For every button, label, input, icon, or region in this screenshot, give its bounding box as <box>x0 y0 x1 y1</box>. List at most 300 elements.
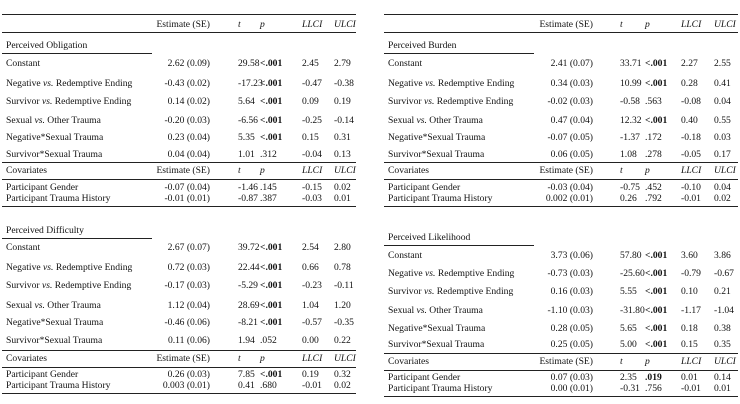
table-row <box>2 336 356 348</box>
p-cell: .019 <box>645 372 662 383</box>
table-row <box>2 301 356 313</box>
row-label <box>388 287 513 297</box>
table-row <box>2 116 356 128</box>
column-header-row <box>2 20 356 32</box>
llci-cell: 3.60 <box>681 250 698 261</box>
row-label-part: Other Trauma <box>426 115 483 126</box>
p-cell: <.001 <box>260 369 283 380</box>
estimate-cell: 1.12 (0.04) <box>167 300 210 311</box>
table-rule <box>384 206 738 207</box>
row-label-part: Constant <box>6 58 41 69</box>
section-title-text: Perceived Obligation <box>6 40 88 51</box>
estimate-cell: -0.07 (0.04) <box>164 182 210 193</box>
t-cell: 28.69 <box>238 300 260 311</box>
section-title-text: Perceived Likelihood <box>388 232 471 243</box>
estimate-cell: 0.14 (0.02) <box>167 96 210 107</box>
covariate-row <box>384 384 738 396</box>
row-label-part: Participant Trauma History <box>388 193 493 204</box>
covariate-row <box>2 194 356 206</box>
row-label <box>388 340 484 350</box>
t-cell: -5.29 <box>238 280 258 291</box>
llci-cell: 0.15 <box>302 132 319 143</box>
estimate-cell: 0.06 (0.05) <box>550 149 593 160</box>
p-cell: <.001 <box>260 280 283 291</box>
table-rule <box>384 179 738 180</box>
ulci-cell: 3.86 <box>714 250 731 261</box>
row-label-part: vs. <box>43 78 54 89</box>
llci-cell: -0.01 <box>302 380 322 391</box>
table-row <box>2 281 356 293</box>
row-label <box>388 194 492 204</box>
estimate-cell: -0.02 (0.03) <box>547 96 593 107</box>
header-llci: LLCI <box>681 356 702 367</box>
llci-cell: 2.45 <box>302 58 319 69</box>
row-label <box>388 150 484 160</box>
row-label-part: vs. <box>425 268 436 279</box>
t-cell: 5.65 <box>620 323 637 334</box>
row-label-part: Negative*Sexual Trauma <box>388 323 486 334</box>
table-rule <box>384 353 738 354</box>
ulci-cell: 0.55 <box>714 115 731 126</box>
t-cell: 2.35 <box>620 372 637 383</box>
llci-cell: 0.66 <box>302 262 319 273</box>
header-estimate: Estimate (SE) <box>156 19 210 30</box>
table-rule <box>2 367 356 368</box>
ulci-cell: 0.14 <box>714 372 731 383</box>
table-row <box>384 269 738 281</box>
llci-cell: -0.04 <box>302 149 322 160</box>
t-cell: -17.23 <box>238 78 263 89</box>
llci-cell: 0.19 <box>302 369 319 380</box>
t-cell: 33.71 <box>620 58 642 69</box>
table-rule <box>384 162 738 163</box>
llci-cell: -0.57 <box>302 317 322 328</box>
estimate-cell: 2.62 (0.09) <box>167 58 210 69</box>
row-label <box>6 263 132 273</box>
row-label-part: Sexual <box>6 300 35 311</box>
row-label-part: Negative*Sexual Trauma <box>6 132 104 143</box>
covariates-title: Covariates <box>6 165 48 176</box>
ulci-cell: 0.31 <box>334 132 351 143</box>
header-estimate: Estimate (SE) <box>156 165 210 176</box>
p-cell: .052 <box>260 335 277 346</box>
covariates-header-row <box>384 357 738 369</box>
row-label-part: Redemptive Ending <box>52 280 132 291</box>
table-rule <box>2 162 356 163</box>
header-p: p <box>645 356 650 367</box>
p-cell: <.001 <box>645 250 668 261</box>
t-cell: 5.64 <box>238 96 255 107</box>
llci-cell: -0.25 <box>302 115 322 126</box>
table-row <box>2 59 356 71</box>
header-llci: LLCI <box>681 19 702 30</box>
table-row <box>384 150 738 162</box>
row-label <box>388 183 460 193</box>
row-label-part: vs. <box>41 96 53 107</box>
row-label-part: Survivor*Sexual Trauma <box>388 339 485 350</box>
t-cell: -0.58 <box>620 96 640 107</box>
row-label <box>6 150 102 160</box>
table-rule <box>2 14 356 15</box>
p-cell: .172 <box>645 132 662 143</box>
p-cell: <.001 <box>645 323 668 334</box>
row-label-part: Other Trauma <box>44 300 101 311</box>
row-label <box>6 318 103 328</box>
row-label-part: Participant Trauma History <box>6 380 111 391</box>
t-cell: -1.37 <box>620 132 640 143</box>
row-label-part: Participant Gender <box>6 182 79 193</box>
table-row <box>2 243 356 255</box>
row-label-part: Survivor <box>388 286 424 297</box>
t-cell: -0.31 <box>620 383 640 394</box>
row-label-part: Participant Gender <box>6 369 79 380</box>
t-cell: 12.32 <box>620 115 642 126</box>
header-llci: LLCI <box>302 165 323 176</box>
llci-cell: 0.10 <box>681 286 698 297</box>
ulci-cell: 0.78 <box>334 262 351 273</box>
t-cell: -8.21 <box>238 317 258 328</box>
header-ulci: ULCI <box>714 356 736 367</box>
row-label-part: vs. <box>34 300 45 311</box>
header-estimate: Estimate (SE) <box>539 356 593 367</box>
llci-cell: -0.03 <box>302 193 322 204</box>
row-label-part: Sexual <box>6 115 35 126</box>
estimate-cell: 0.23 (0.04) <box>167 132 210 143</box>
row-label <box>388 97 513 107</box>
t-cell: -25.60 <box>620 268 645 279</box>
header-ulci: ULCI <box>714 19 736 30</box>
p-cell: <.001 <box>645 115 668 126</box>
row-label-part: Negative*Sexual Trauma <box>388 132 486 143</box>
row-label <box>6 281 131 291</box>
header-p: p <box>260 165 265 176</box>
ulci-cell: 1.20 <box>334 300 351 311</box>
ulci-cell: 0.03 <box>714 132 731 143</box>
table-rule <box>2 179 356 180</box>
row-label <box>6 133 103 143</box>
row-label-part: Other Trauma <box>44 115 101 126</box>
table-row <box>384 79 738 91</box>
header-ulci: ULCI <box>334 165 356 176</box>
p-cell: <.001 <box>260 317 283 328</box>
estimate-cell: -0.73 (0.03) <box>547 268 593 279</box>
t-cell: 57.80 <box>620 250 642 261</box>
estimate-cell: 0.04 (0.04) <box>167 149 210 160</box>
header-p: p <box>260 19 265 30</box>
ulci-cell: -0.67 <box>714 268 734 279</box>
table-row <box>2 133 356 145</box>
llci-cell: 0.15 <box>681 339 698 350</box>
header-estimate: Estimate (SE) <box>539 165 593 176</box>
column-header-row <box>384 20 738 32</box>
estimate-cell: 0.11 (0.06) <box>167 335 210 346</box>
table-row <box>2 79 356 91</box>
t-cell: 22.44 <box>238 262 260 273</box>
llci-cell: -0.08 <box>681 96 701 107</box>
t-cell: 10.99 <box>620 78 642 89</box>
row-label-part: vs. <box>34 115 45 126</box>
p-cell: .145 <box>260 182 277 193</box>
row-label-part: Negative <box>6 262 44 273</box>
p-cell: <.001 <box>260 300 283 311</box>
llci-cell: 0.01 <box>681 372 698 383</box>
p-cell: .792 <box>645 193 662 204</box>
row-label-part: Redemptive Ending <box>53 262 133 273</box>
llci-cell: -0.01 <box>681 193 701 204</box>
ulci-cell: -0.35 <box>334 317 354 328</box>
ulci-cell: -0.14 <box>334 115 354 126</box>
right-table <box>384 0 738 404</box>
p-cell: <.001 <box>645 268 668 279</box>
row-label <box>6 381 110 391</box>
p-cell: <.001 <box>260 96 283 107</box>
estimate-cell: 0.00 (0.01) <box>550 383 593 394</box>
p-cell: .312 <box>260 149 277 160</box>
t-cell: 5.00 <box>620 339 637 350</box>
ulci-cell: 0.01 <box>334 193 351 204</box>
ulci-cell: 0.32 <box>334 369 351 380</box>
row-label-part: Survivor*Sexual Trauma <box>6 149 103 160</box>
row-label-part: Participant Gender <box>388 372 461 383</box>
t-cell: 1.08 <box>620 149 637 160</box>
p-cell: <.001 <box>260 242 283 253</box>
covariates-header-row <box>2 166 356 178</box>
table-rule <box>2 32 356 33</box>
p-cell: <.001 <box>645 305 668 316</box>
row-label-part: vs. <box>41 280 53 291</box>
row-label <box>6 79 132 89</box>
table-rule <box>384 396 738 397</box>
table-row <box>384 251 738 263</box>
row-label-part: vs. <box>423 286 435 297</box>
table-row <box>2 263 356 275</box>
header-estimate: Estimate (SE) <box>156 353 210 364</box>
row-label-part: vs. <box>425 78 436 89</box>
header-llci: LLCI <box>681 165 702 176</box>
row-label-part: Constant <box>388 250 423 261</box>
llci-cell: 0.28 <box>681 78 698 89</box>
t-cell: 0.41 <box>238 380 255 391</box>
table-row <box>384 287 738 299</box>
t-cell: -1.46 <box>238 182 258 193</box>
p-cell: <.001 <box>645 286 668 297</box>
p-cell: <.001 <box>260 132 283 143</box>
estimate-cell: 0.26 (0.03) <box>167 369 210 380</box>
llci-cell: -1.17 <box>681 305 701 316</box>
section-title-underline <box>2 53 152 54</box>
llci-cell: -0.23 <box>302 280 322 291</box>
ulci-cell: 0.02 <box>334 182 351 193</box>
row-label-part: Constant <box>388 58 423 69</box>
row-label-part: Negative <box>6 78 44 89</box>
t-cell: 0.26 <box>620 193 637 204</box>
row-label-part: Redemptive Ending <box>52 96 132 107</box>
row-label <box>6 59 40 69</box>
header-ulci: ULCI <box>714 165 736 176</box>
row-label-part: vs. <box>423 96 435 107</box>
row-label-part: Negative*Sexual Trauma <box>6 317 104 328</box>
ulci-cell: 2.80 <box>334 242 351 253</box>
header-estimate: Estimate (SE) <box>539 19 593 30</box>
estimate-cell: 2.41 (0.07) <box>550 58 593 69</box>
row-label <box>6 370 78 380</box>
p-cell: .563 <box>645 96 662 107</box>
table-row <box>2 150 356 162</box>
covariates-title: Covariates <box>6 353 48 364</box>
ulci-cell: 0.19 <box>334 96 351 107</box>
p-cell: <.001 <box>260 58 283 69</box>
estimate-cell: -0.03 (0.04) <box>547 182 593 193</box>
p-cell: .680 <box>260 380 277 391</box>
estimate-cell: -0.17 (0.03) <box>164 280 210 291</box>
row-label <box>6 183 78 193</box>
section-title-underline <box>384 53 534 54</box>
p-cell: <.001 <box>645 78 668 89</box>
row-label-part: Sexual <box>388 115 417 126</box>
row-label <box>388 306 483 316</box>
row-label-part: Survivor <box>6 280 42 291</box>
header-t: t <box>238 19 241 30</box>
ulci-cell: 0.01 <box>714 383 731 394</box>
row-label-part: Negative <box>388 268 426 279</box>
ulci-cell: 0.13 <box>334 149 351 160</box>
llci-cell: -0.05 <box>681 149 701 160</box>
ulci-cell: 0.02 <box>714 193 731 204</box>
covariates-title: Covariates <box>388 165 430 176</box>
ulci-cell: 0.04 <box>714 182 731 193</box>
estimate-cell: 0.16 (0.03) <box>550 286 593 297</box>
estimate-cell: 0.07 (0.03) <box>550 372 593 383</box>
estimate-cell: 2.67 (0.07) <box>167 242 210 253</box>
ulci-cell: 0.21 <box>714 286 731 297</box>
row-label <box>388 59 422 69</box>
row-label-part: Participant Trauma History <box>6 193 111 204</box>
t-cell: 1.01 <box>238 149 255 160</box>
row-label <box>6 116 101 126</box>
estimate-cell: 0.28 (0.05) <box>550 323 593 334</box>
table-rule <box>384 370 738 371</box>
covariate-row <box>384 194 738 206</box>
row-label <box>388 384 492 394</box>
estimate-cell: 0.34 (0.03) <box>550 78 593 89</box>
table-row <box>384 116 738 128</box>
section-title-underline <box>384 245 534 246</box>
header-ulci: ULCI <box>334 353 356 364</box>
section-title-text: Perceived Burden <box>388 40 457 51</box>
row-label-part: Survivor*Sexual Trauma <box>388 149 485 160</box>
section-title-text: Perceived Difficulty <box>6 225 84 236</box>
header-t: t <box>620 356 623 367</box>
ulci-cell: 0.22 <box>334 335 351 346</box>
row-label <box>388 373 460 383</box>
estimate-cell: 0.47 (0.04) <box>550 115 593 126</box>
table-row <box>2 318 356 330</box>
p-cell: .756 <box>645 383 662 394</box>
p-cell: <.001 <box>645 339 668 350</box>
row-label-part: vs. <box>43 262 54 273</box>
llci-cell: -0.18 <box>681 132 701 143</box>
estimate-cell: 0.25 (0.05) <box>550 339 593 350</box>
p-cell: .278 <box>645 149 662 160</box>
table-rule <box>2 206 356 207</box>
row-label-part: Redemptive Ending <box>53 78 133 89</box>
estimate-cell: -0.46 (0.06) <box>164 317 210 328</box>
estimate-cell: -0.20 (0.03) <box>164 115 210 126</box>
row-label-part: Other Trauma <box>426 305 483 316</box>
row-label <box>6 194 110 204</box>
row-label-part: Survivor <box>388 96 424 107</box>
header-t: t <box>238 353 241 364</box>
table-rule <box>2 393 356 394</box>
row-label <box>388 269 514 279</box>
header-p: p <box>645 19 650 30</box>
estimate-cell: -0.07 (0.05) <box>547 132 593 143</box>
p-cell: <.001 <box>645 58 668 69</box>
llci-cell: 2.54 <box>302 242 319 253</box>
row-label-part: Redemptive Ending <box>435 78 515 89</box>
llci-cell: -0.15 <box>302 182 322 193</box>
header-ulci: ULCI <box>334 19 356 30</box>
llci-cell: 0.18 <box>681 323 698 334</box>
ulci-cell: 0.04 <box>714 96 731 107</box>
table-row <box>384 306 738 318</box>
row-label <box>6 301 101 311</box>
t-cell: 1.94 <box>238 335 255 346</box>
row-label-part: Survivor*Sexual Trauma <box>6 335 103 346</box>
ulci-cell: 0.41 <box>714 78 731 89</box>
t-cell: 29.58 <box>238 58 260 69</box>
covariates-header-row <box>384 166 738 178</box>
row-label-part: Redemptive Ending <box>434 286 514 297</box>
table-row <box>384 340 738 352</box>
estimate-cell: -0.01 (0.01) <box>164 193 210 204</box>
header-t: t <box>620 165 623 176</box>
row-label <box>388 324 485 334</box>
table-row <box>384 133 738 145</box>
ulci-cell: 0.38 <box>714 323 731 334</box>
estimate-cell: -1.10 (0.03) <box>547 305 593 316</box>
estimate-cell: 0.002 (0.01) <box>545 193 593 204</box>
ulci-cell: 0.35 <box>714 339 731 350</box>
t-cell: 7.85 <box>238 369 255 380</box>
llci-cell: -0.79 <box>681 268 701 279</box>
header-p: p <box>645 165 650 176</box>
table-row <box>384 97 738 109</box>
llci-cell: 2.27 <box>681 58 698 69</box>
t-cell: -0.75 <box>620 182 640 193</box>
header-p: p <box>260 353 265 364</box>
llci-cell: -0.10 <box>681 182 701 193</box>
row-label-part: vs. <box>416 305 427 316</box>
p-cell: .452 <box>645 182 662 193</box>
header-llci: LLCI <box>302 19 323 30</box>
llci-cell: -0.01 <box>681 383 701 394</box>
row-label <box>6 336 102 346</box>
ulci-cell: 2.79 <box>334 58 351 69</box>
llci-cell: 0.09 <box>302 96 319 107</box>
table-rule <box>384 32 738 33</box>
header-t: t <box>238 165 241 176</box>
t-cell: -0.87 <box>238 193 258 204</box>
row-label <box>6 243 40 253</box>
row-label-part: Participant Trauma History <box>388 383 493 394</box>
t-cell: -6.56 <box>238 115 258 126</box>
ulci-cell: 2.55 <box>714 58 731 69</box>
row-label <box>388 79 514 89</box>
llci-cell: 0.40 <box>681 115 698 126</box>
covariates-title: Covariates <box>388 356 430 367</box>
row-label-part: Participant Gender <box>388 182 461 193</box>
